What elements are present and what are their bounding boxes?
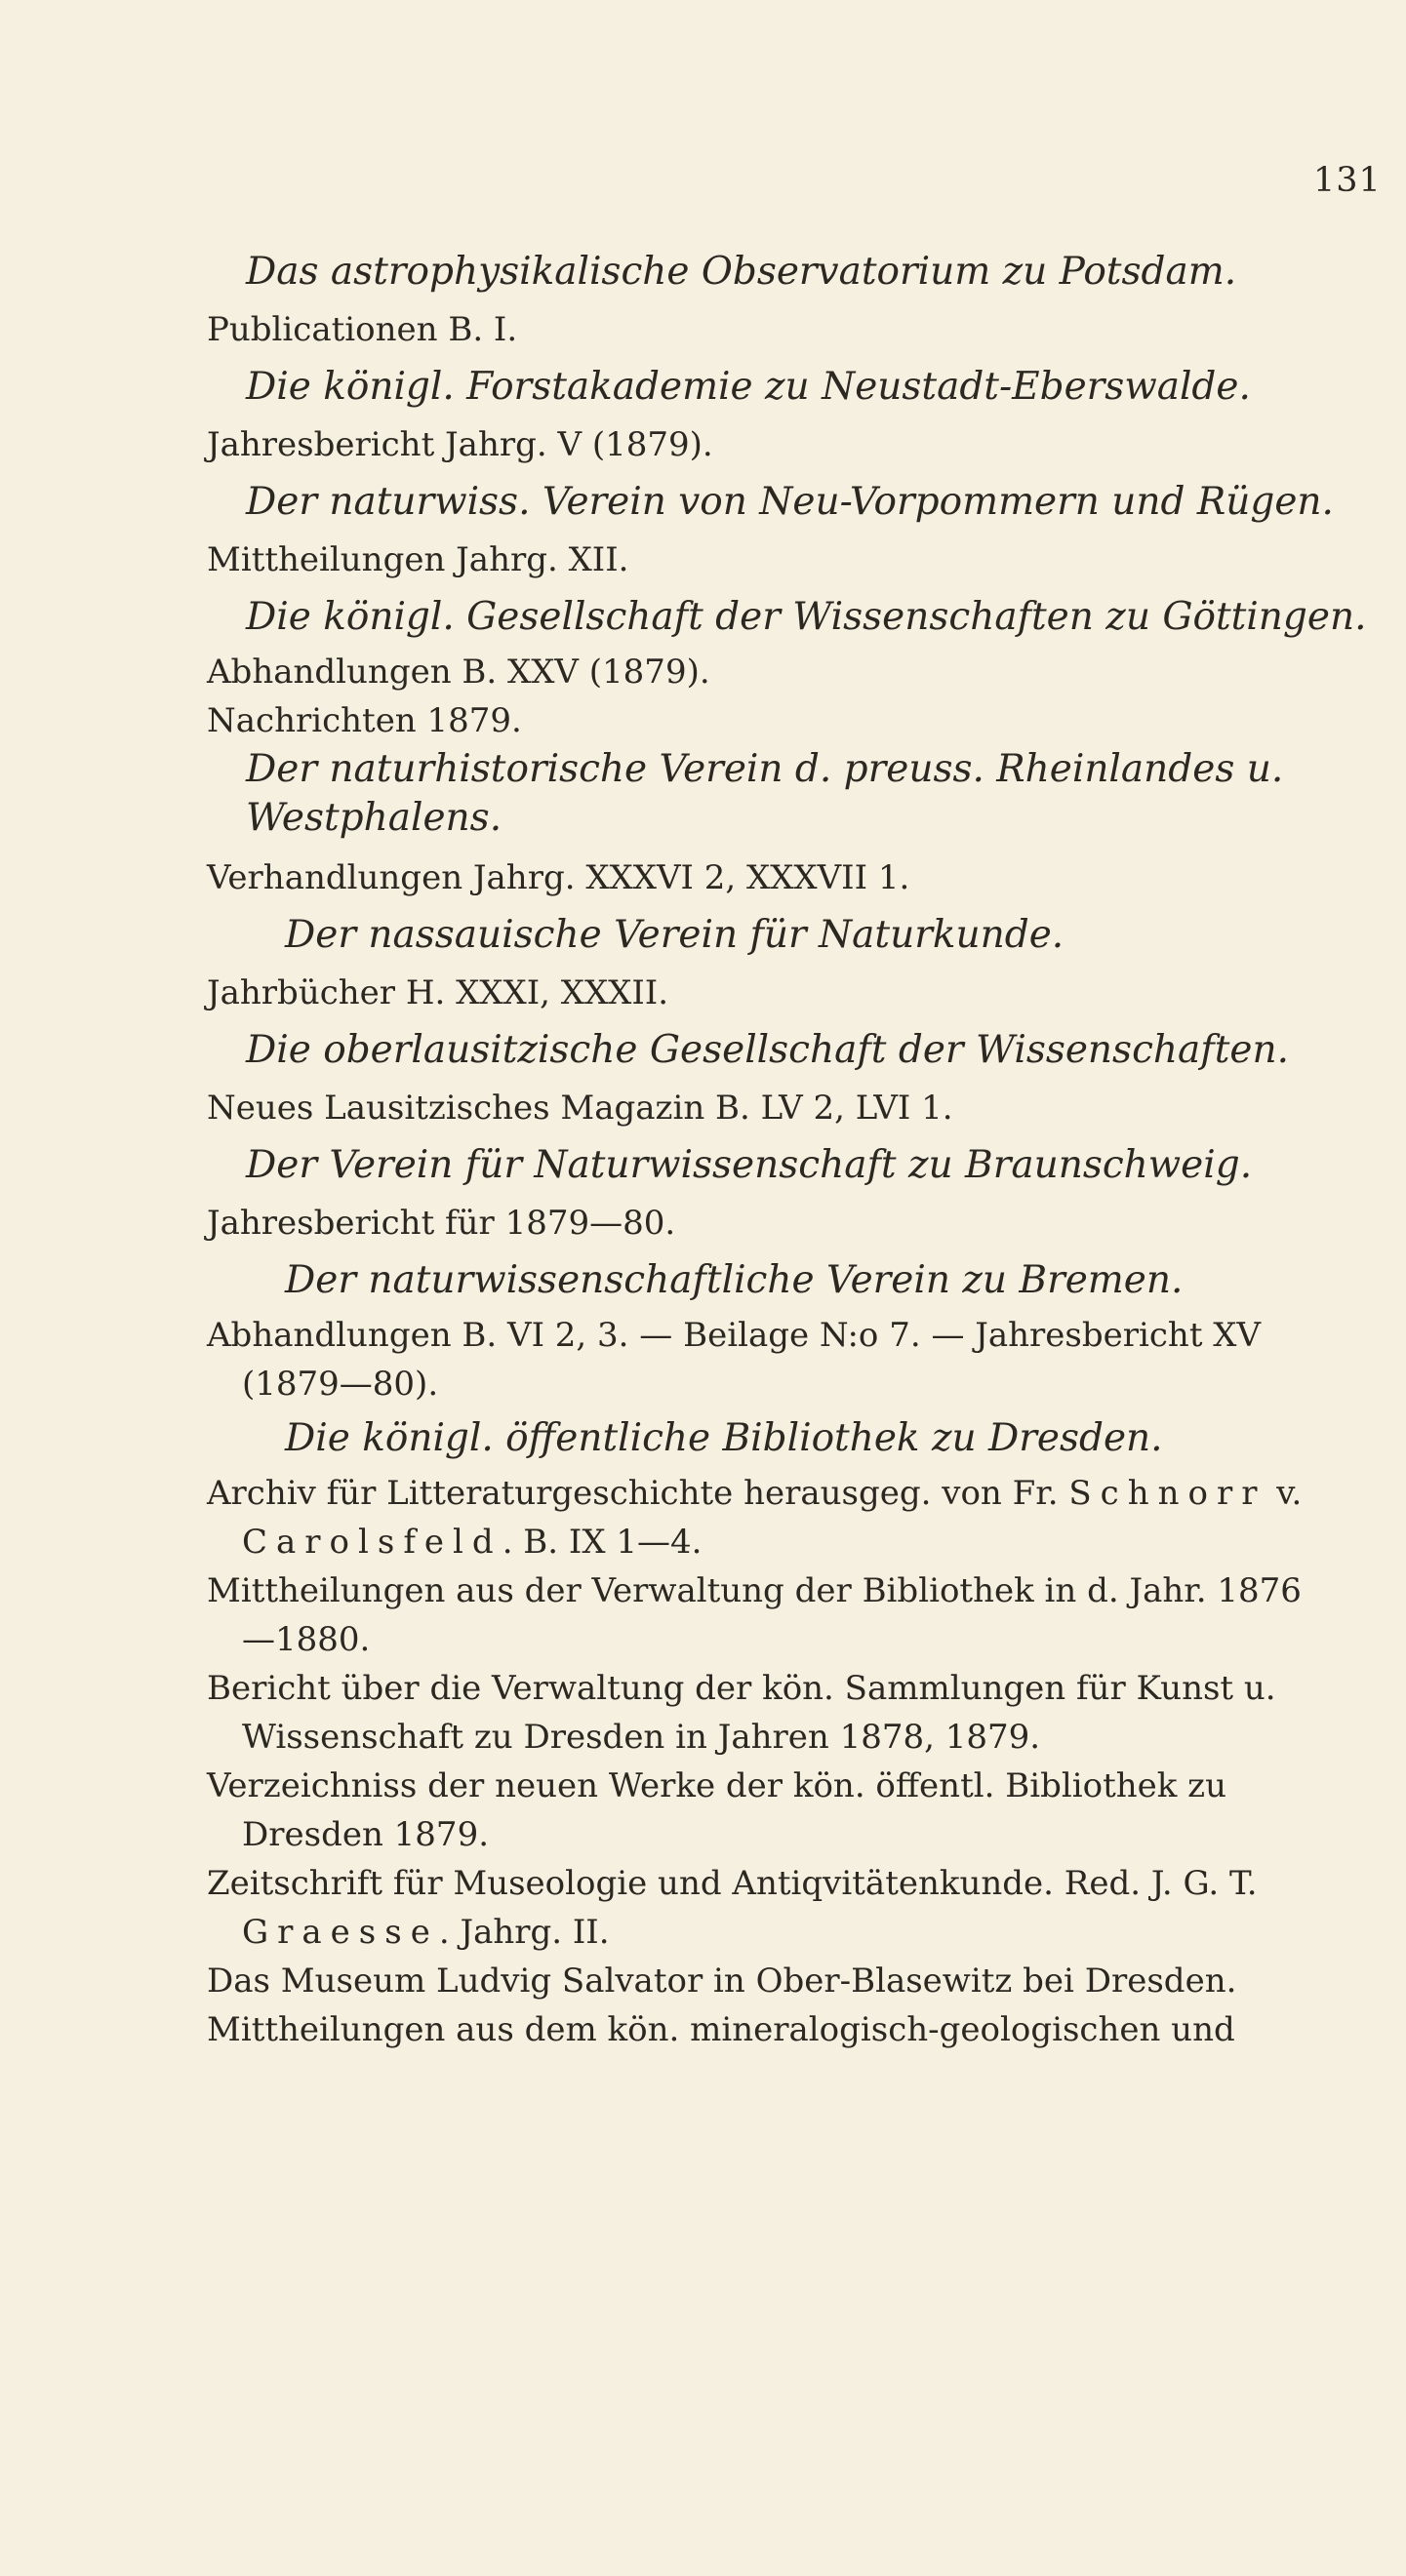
entry-line: Neues Lausitzisches Magazin B. LV 2, LVI 1. xyxy=(207,1089,953,1128)
entry-line: Mittheilungen Jahrg. XII. xyxy=(207,540,629,579)
entry-line: Jahrbücher H. XXXI, XXXII. xyxy=(207,973,669,1012)
entry-line: Abhandlungen B. VI 2, 3. — Beilage N:o 7. — Jahresbericht XV (1879—80). xyxy=(207,1316,1262,1404)
archiv-text-before: Archiv für Litteraturgeschichte herausgeg. von Fr. xyxy=(207,1474,1069,1513)
entry-line: Abhandlungen B. XXV (1879). xyxy=(207,653,710,692)
entry-line: Publicationen B. I. xyxy=(207,310,518,349)
archiv-text-after: . B. IX 1—4. xyxy=(502,1523,703,1562)
entry-heading: Die königl. Gesellschaft der Wissenschaften zu Göttingen. xyxy=(246,595,1367,639)
entry-heading xyxy=(246,745,1324,843)
entry-line: Das Museum Ludvig Salvator in Ober-Blasewitz bei Dresden. xyxy=(207,1962,1237,2001)
entry-heading: Die königl. öffentliche Bibliothek zu Dresden. xyxy=(285,1416,1163,1460)
entry-heading-text: Der naturhistorische Verein d. preuss. Rheinlandes u. Westphalens. xyxy=(246,747,1284,840)
archiv-text-middle: v. xyxy=(1265,1474,1303,1513)
entry-line: Jahresbericht Jahrg. V (1879). xyxy=(207,425,713,464)
entry-heading: Die königl. Forstakademie zu Neustadt-Eberswalde. xyxy=(246,365,1251,409)
zeitschrift-text-before: Zeitschrift für Museologie und Antiqvitätenkunde. Red. J. G. T. xyxy=(207,1864,1258,1903)
entry-line: Mittheilungen aus dem kön. mineralogisch-geologischen und xyxy=(207,2010,1235,2049)
archiv-name-schnorr: Schnorr xyxy=(1068,1474,1266,1513)
archiv-name-carolsfeld: Carolsfeld xyxy=(242,1523,502,1562)
zeitschrift-name-graesse: Graesse xyxy=(242,1913,439,1952)
zeitschrift-text-after: . Jahrg. II. xyxy=(438,1913,610,1952)
entry-line: Mittheilungen aus der Verwaltung der Bibliothek in d. Jahr. 1876—1880. xyxy=(207,1571,1302,1659)
page-content xyxy=(207,242,1367,2054)
entry-line-zeitschrift xyxy=(207,1859,1324,1957)
entry-line: Nachrichten 1879. xyxy=(207,701,522,740)
entry-line: Bericht über die Verwaltung der kön. Sammlungen für Kunst u. Wissenschaft zu Dresden in Jahren 1878, 1879. xyxy=(207,1669,1276,1757)
entry-line-archiv xyxy=(207,1469,1324,1566)
entry-line: Jahresbericht für 1879—80. xyxy=(207,1204,676,1243)
page-number: 131 xyxy=(1313,161,1382,200)
entry-heading: Das astrophysikalische Observatorium zu Potsdam. xyxy=(246,250,1237,294)
entry-line: Verzeichniss der neuen Werke der kön. öffentl. Bibliothek zu Dresden 1879. xyxy=(207,1766,1226,1854)
entry-heading: Der nassauische Verein für Naturkunde. xyxy=(285,913,1065,957)
entry-heading: Der naturwissenschaftliche Verein zu Bremen. xyxy=(285,1258,1184,1302)
entry-line: Verhandlungen Jahrg. XXXVI 2, XXXVII 1. xyxy=(207,858,910,897)
entry-heading: Die oberlausitzische Gesellschaft der Wissenschaften. xyxy=(246,1028,1289,1072)
entry-heading: Der naturwiss. Verein von Neu-Vorpommern und Rügen. xyxy=(246,480,1334,524)
entry-heading: Der Verein für Naturwissenschaft zu Braunschweig. xyxy=(246,1143,1253,1187)
